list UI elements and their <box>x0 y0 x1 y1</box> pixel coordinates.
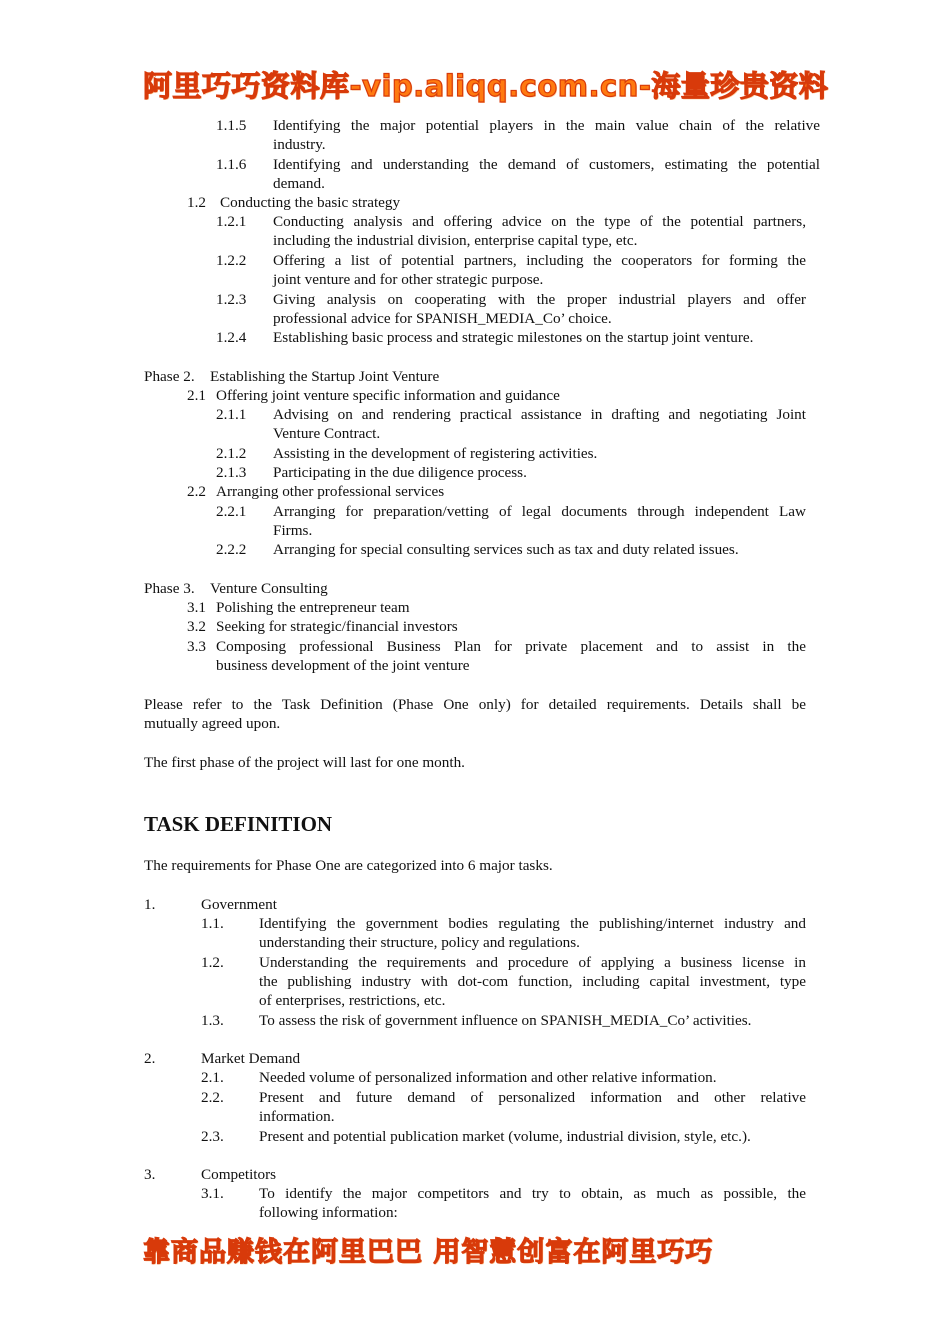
paragraph-refer: Please refer to the Task Definition (Phase One only) for detailed requirements. Details shall be <box>144 696 806 713</box>
item-text: Participating in the due diligence process. <box>273 464 527 481</box>
item-text: the publishing industry with dot-com function, including capital investment, type <box>259 973 806 990</box>
item-text: Conducting analysis and offering advice on the type of the potential partners, <box>273 213 806 230</box>
header-banner: 阿里巧巧资料库-vip.aliqq.com.cn-海量珍贵资料 <box>143 69 829 103</box>
item-number: 3.1. <box>201 1185 224 1202</box>
item-text: following information: <box>259 1204 398 1221</box>
item-text: Establishing basic process and strategic milestones on the startup joint venture. <box>273 329 754 346</box>
item-text: To assess the risk of government influence on SPANISH_MEDIA_Co’ activities. <box>259 1012 752 1029</box>
item-text: Identifying the major potential players in the main value chain of the relative <box>273 117 820 134</box>
section-title: Conducting the basic strategy <box>220 194 401 211</box>
item-text: including the industrial division, enterprise capital type, etc. <box>273 232 638 249</box>
item-text: Present and potential publication market (volume, industrial division, style, etc.). <box>259 1128 751 1145</box>
item-number: 2.2.1 <box>216 503 247 520</box>
item-number: 1.2.3 <box>216 291 247 308</box>
section-number: 2.2 <box>187 483 206 500</box>
item-number: 1.2. <box>201 954 224 971</box>
item-number: 1.2.1 <box>216 213 247 230</box>
item-text: Arranging for special consulting services such as tax and duty related issues. <box>273 541 739 558</box>
section-number: 1.2 <box>187 194 206 211</box>
item-text: of enterprises, restrictions, etc. <box>259 992 446 1009</box>
phase-title: Venture Consulting <box>210 580 328 597</box>
task-intro: The requirements for Phase One are categorized into 6 major tasks. <box>144 857 553 874</box>
item-number: 2.2. <box>201 1089 224 1106</box>
item-number: 2.1. <box>201 1069 224 1086</box>
section-heading: TASK DEFINITION <box>144 812 333 836</box>
item-text: Venture Contract. <box>273 425 381 442</box>
item-text: Assisting in the development of registering activities. <box>273 445 598 462</box>
item-text: Identifying and understanding the demand of customers, estimating the potential <box>273 156 820 173</box>
item-text: Present and future demand of personalized information and other relative <box>259 1089 806 1106</box>
item-text: industry. <box>273 136 326 153</box>
task-title: Competitors <box>201 1166 277 1183</box>
item-number: 2.3. <box>201 1128 224 1145</box>
item-number: 2.1.2 <box>216 445 247 462</box>
task-number: 3. <box>144 1166 156 1183</box>
item-number: 1.1.6 <box>216 156 247 173</box>
section-title: business development of the joint venture <box>216 657 470 674</box>
phase-label: Phase 3. <box>144 580 195 597</box>
item-text: Advising on and rendering practical assistance in drafting and negotiating Joint <box>273 406 806 423</box>
section-title: Composing professional Business Plan for private placement and to assist in the <box>216 638 806 655</box>
item-text: Arranging for preparation/vetting of legal documents through independent Law <box>273 503 806 520</box>
section-number: 2.1 <box>187 387 206 404</box>
item-text: professional advice for SPANISH_MEDIA_Co’ choice. <box>273 310 612 327</box>
item-text: joint venture and for other strategic purpose. <box>273 271 544 288</box>
item-text: understanding their structure, policy and regulations. <box>259 934 580 951</box>
item-number: 1.1. <box>201 915 224 932</box>
item-number: 2.1.3 <box>216 464 247 481</box>
section-number: 3.3 <box>187 638 206 655</box>
item-text: Understanding the requirements and procedure of applying a business license in <box>259 954 806 971</box>
item-text: Firms. <box>273 522 313 539</box>
item-text: information. <box>259 1108 335 1125</box>
item-number: 1.2.2 <box>216 252 247 269</box>
section-title: Offering joint venture specific information and guidance <box>216 387 560 404</box>
task-number: 1. <box>144 896 156 913</box>
section-number: 3.1 <box>187 599 206 616</box>
item-text: Identifying the government bodies regulating the publishing/internet industry and <box>259 915 806 932</box>
item-number: 1.1.5 <box>216 117 247 134</box>
section-title: Seeking for strategic/financial investors <box>216 618 458 635</box>
task-title: Government <box>201 896 277 913</box>
item-text: Giving analysis on cooperating with the proper industrial players and offer <box>273 291 806 308</box>
task-title: Market Demand <box>201 1050 301 1067</box>
section-title: Arranging other professional services <box>216 483 445 500</box>
section-number: 3.2 <box>187 618 206 635</box>
footer-banner: 靠商品赚钱在阿里巴巴 用智慧创富在阿里巧巧 <box>143 1237 714 1268</box>
phase-label: Phase 2. <box>144 368 195 385</box>
item-text: Needed volume of personalized information and other relative information. <box>259 1069 717 1086</box>
item-text: Offering a list of potential partners, including the cooperators for forming the <box>273 252 806 269</box>
paragraph-refer: mutually agreed upon. <box>144 715 281 732</box>
section-title: Polishing the entrepreneur team <box>216 599 410 616</box>
item-text: To identify the major competitors and try to obtain, as much as possible, the <box>259 1185 806 1202</box>
phase-title: Establishing the Startup Joint Venture <box>210 368 440 385</box>
task-number: 2. <box>144 1050 156 1067</box>
item-text: demand. <box>273 175 325 192</box>
item-number: 1.2.4 <box>216 329 247 346</box>
item-number: 2.1.1 <box>216 406 247 423</box>
paragraph-duration: The first phase of the project will last for one month. <box>144 754 465 771</box>
item-number: 1.3. <box>201 1012 224 1029</box>
item-number: 2.2.2 <box>216 541 247 558</box>
